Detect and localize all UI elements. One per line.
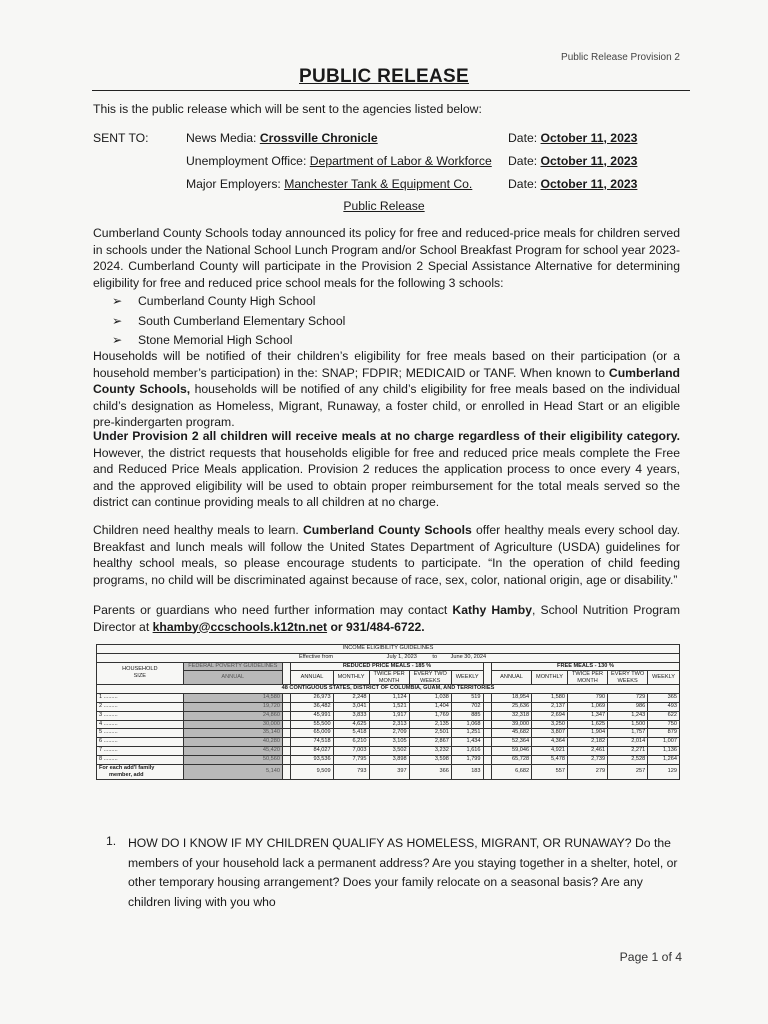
table-cell: 986 — [608, 702, 648, 711]
table-cell: 879 — [648, 729, 680, 738]
spacer-cell — [483, 702, 491, 711]
table-cell: 1,521 — [369, 702, 409, 711]
table-cell: 2,313 — [369, 720, 409, 729]
table-cell: 2,248 — [333, 694, 369, 703]
table-cell: 35,140 — [183, 729, 282, 738]
list-item: ➢ Cumberland County High School — [112, 292, 345, 312]
table-cell: 1,069 — [567, 702, 607, 711]
col-header-every-two: EVERY TWO WEEKS — [608, 671, 648, 685]
table-cell: 4,921 — [532, 746, 568, 755]
table-cell: 1,580 — [532, 694, 568, 703]
household-size-header: HOUSEHOLD SIZE — [97, 662, 184, 685]
table-cell: 885 — [451, 711, 483, 720]
spacer-cell — [282, 720, 290, 729]
table-cell: 5,478 — [532, 755, 568, 764]
table-cell: 2,014 — [608, 738, 648, 747]
spacer-cell — [483, 711, 491, 720]
table-cell: 2,528 — [608, 755, 648, 764]
table-cell: 40,280 — [183, 738, 282, 747]
spacer-cell — [282, 746, 290, 755]
table-cell: 6,682 — [491, 764, 531, 779]
col-header-monthly: MONTHLY — [333, 671, 369, 685]
spacer-cell — [282, 694, 290, 703]
spacer-cell — [483, 694, 491, 703]
table-cell: 3,041 — [333, 702, 369, 711]
table-cell: 18,954 — [491, 694, 531, 703]
table-row — [97, 738, 680, 747]
table-cell: 1,038 — [409, 694, 451, 703]
table-row — [97, 720, 680, 729]
table-cell: 32,318 — [491, 711, 531, 720]
contact-email-link[interactable]: khamby@ccschools.k12tn.net — [152, 619, 328, 634]
table-cell: 1,068 — [451, 720, 483, 729]
table-cell: 2,709 — [369, 729, 409, 738]
table-cell: 2,271 — [608, 746, 648, 755]
table-cell: 14,580 — [183, 694, 282, 703]
table-region-row: 48 CONTIGUOUS STATES, DISTRICT OF COLUMBIA, GUAM, AND TERRITORIES — [97, 685, 680, 694]
table-cell: 59,046 — [491, 746, 531, 755]
table-row — [97, 711, 680, 720]
table-cell: 493 — [648, 702, 680, 711]
table-cell: 2,867 — [409, 738, 451, 747]
table-cell: 702 — [451, 702, 483, 711]
table-cell: 1,124 — [369, 694, 409, 703]
table-cell: 3,598 — [409, 755, 451, 764]
notification-paragraph: Households will be notified of their children’s eligibility for free meals based on their participation (or a household member’s participation) in the: SNAP; FDPIR; MEDICAID or TANF. When known to Cumberland County Schools, households will be notified of any child’s eligibility for free meals based on the individual child’s designation as Homeless, Migrant, Runaway, a foster child, or enrolled in Head Start or an eligible pre-kindergarten program. — [93, 349, 681, 429]
arrow-bullet-icon: ➢ — [112, 313, 123, 328]
sent-to-date-unemployment: Date: October 11, 2023 — [508, 154, 638, 168]
table-cell: 5,418 — [333, 729, 369, 738]
question-number: 1. — [106, 834, 117, 848]
table-cell: 257 — [608, 764, 648, 779]
income-eligibility-table — [96, 644, 680, 780]
col-header-every-two: EVERY TWO WEEKS — [409, 671, 451, 685]
table-cell: 93,536 — [291, 755, 333, 764]
table-cell: 3,105 — [369, 738, 409, 747]
table-cell: 24,860 — [183, 711, 282, 720]
table-cell: 129 — [648, 764, 680, 779]
table-cell: 1 ......... — [97, 694, 184, 703]
table-cell: 1,243 — [608, 711, 648, 720]
table-cell: 8 ......... — [97, 755, 184, 764]
sent-to-date-media: Date: October 11, 2023 — [508, 131, 638, 145]
table-cell: 25,636 — [491, 702, 531, 711]
table-row — [97, 746, 680, 755]
spacer-cell — [483, 738, 491, 747]
sent-to-row-unemployment: Unemployment Office: Department of Labor & Workforce — [186, 154, 492, 168]
table-cell: 7,795 — [333, 755, 369, 764]
arrow-bullet-icon: ➢ — [112, 294, 123, 308]
table-cell: 1,251 — [451, 729, 483, 738]
table-cell: 557 — [532, 764, 568, 779]
table-cell: 622 — [648, 711, 680, 720]
table-cell: 84,027 — [291, 746, 333, 755]
table-cell: 1,757 — [608, 729, 648, 738]
table-cell: 1,434 — [451, 738, 483, 747]
table-cell: 2,135 — [409, 720, 451, 729]
spacer-cell — [282, 755, 290, 764]
sent-to-row-media: News Media: Crossville Chronicle — [186, 131, 378, 145]
table-cell: 3,232 — [409, 746, 451, 755]
policy-paragraph: Cumberland County Schools today announced its policy for free and reduced-price meals for children served in schools under the National School Lunch Program and/or School Breakfast Program for school year 2023-2024. Cumberland County will participate in the Provision 2 Special Assistance Alternative for determining eligibility for free and reduced price school meals for the following 3 schools: — [93, 226, 680, 290]
table-cell: 19,720 — [183, 702, 282, 711]
page-title: PUBLIC RELEASE — [299, 66, 469, 87]
table-cell: 1,904 — [567, 729, 607, 738]
table-cell: 7 ......... — [97, 746, 184, 755]
table-cell: 74,518 — [291, 738, 333, 747]
list-item: ➢ Stone Memorial High School — [112, 331, 345, 351]
table-cell: 1,347 — [567, 711, 607, 720]
table-row — [97, 702, 680, 711]
table-cell: 45,682 — [491, 729, 531, 738]
table-cell: 55,500 — [291, 720, 333, 729]
table-row — [97, 729, 680, 738]
col-header-twice: TWICE PER MONTH — [369, 671, 409, 685]
spacer-cell — [483, 755, 491, 764]
intro-text: This is the public release which will be sent to the agencies listed below: — [93, 102, 482, 116]
table-cell: 1,917 — [369, 711, 409, 720]
table-cell: 50,560 — [183, 755, 282, 764]
table-cell: 7,003 — [333, 746, 369, 755]
table-cell: 30,000 — [183, 720, 282, 729]
col-header-monthly: MONTHLY — [532, 671, 568, 685]
table-cell: 5 ......... — [97, 729, 184, 738]
table-cell: 1,500 — [608, 720, 648, 729]
fpg-header: FEDERAL POVERTY GUIDELINES — [183, 662, 282, 671]
arrow-bullet-icon: ➢ — [112, 333, 123, 347]
fpg-annual-header: ANNUAL — [183, 671, 282, 685]
spacer-cell — [282, 711, 290, 720]
table-cell: 39,000 — [491, 720, 531, 729]
spacer-cell — [483, 729, 491, 738]
spacer-cell — [282, 702, 290, 711]
table-cell: 2,739 — [567, 755, 607, 764]
col-header-twice: TWICE PER MONTH — [567, 671, 607, 685]
sent-to-date-employers: Date: October 11, 2023 — [508, 177, 638, 191]
table-cell: 45,420 — [183, 746, 282, 755]
table-cell: 2,461 — [567, 746, 607, 755]
table-cell: 1,136 — [648, 746, 680, 755]
table-cell: 1,404 — [409, 702, 451, 711]
table-cell: 790 — [567, 694, 607, 703]
reduced-header: REDUCED PRICE MEALS - 185 % — [291, 662, 483, 671]
table-cell: 397 — [369, 764, 409, 779]
table-cell: 6,210 — [333, 738, 369, 747]
table-cell: 1,007 — [648, 738, 680, 747]
col-header-weekly: WEEKLY — [648, 671, 680, 685]
table-cell: 1,625 — [567, 720, 607, 729]
sent-to-row-employers: Major Employers: Manchester Tank & Equipment Co. — [186, 177, 473, 191]
title-divider — [92, 90, 690, 91]
table-cell: 729 — [608, 694, 648, 703]
table-title: INCOME ELIGIBILITY GUIDELINES — [97, 645, 680, 654]
table-cell: 65,728 — [491, 755, 531, 764]
col-header-annual: ANNUAL — [291, 671, 333, 685]
table-cell: 36,482 — [291, 702, 333, 711]
table-cell: 2,182 — [567, 738, 607, 747]
school-list — [112, 292, 345, 351]
table-cell: 26,973 — [291, 694, 333, 703]
table-cell: 52,364 — [491, 738, 531, 747]
table-cell: 1,616 — [451, 746, 483, 755]
table-cell: 2,501 — [409, 729, 451, 738]
table-cell: 4,625 — [333, 720, 369, 729]
table-cell: 793 — [333, 764, 369, 779]
table-cell: 365 — [648, 694, 680, 703]
table-cell: 5,140 — [183, 764, 282, 779]
spacer-cell — [483, 746, 491, 755]
additional-member-label: For each add'l family member, add — [97, 764, 184, 779]
table-cell: 3,833 — [333, 711, 369, 720]
question-text: HOW DO I KNOW IF MY CHILDREN QUALIFY AS HOMELESS, MIGRANT, OR RUNAWAY? Do the members of your household lack a permanent address? Are you staying together in a shelter, hotel, or other temporary housing arrangement? Does your family relocate on a seasonal basis? Are any children living with you who — [128, 836, 678, 909]
table-cell: 45,991 — [291, 711, 333, 720]
table-cell: 4,364 — [532, 738, 568, 747]
table-cell: 6 ......... — [97, 738, 184, 747]
table-cell: 279 — [567, 764, 607, 779]
table-cell: 3,502 — [369, 746, 409, 755]
table-effective-dates: Effective from July 1, 2023 to June 30, 2024 — [97, 653, 680, 662]
contact-phone: 931/484-6722. — [346, 619, 425, 634]
table-cell: 65,009 — [291, 729, 333, 738]
table-cell: 2 ......... — [97, 702, 184, 711]
table-row — [97, 755, 680, 764]
contact-paragraph: Parents or guardians who need further information may contact Kathy Hamby, School Nutrition Program Director at khamby@ccschools.k12tn.net or 931/484-6722. — [93, 603, 680, 634]
spacer-cell — [282, 729, 290, 738]
spacer-cell — [282, 738, 290, 747]
table-cell: 183 — [451, 764, 483, 779]
table-cell: 2,694 — [532, 711, 568, 720]
table-cell: 3,807 — [532, 729, 568, 738]
table-cell: 3,898 — [369, 755, 409, 764]
table-cell: 4 ......... — [97, 720, 184, 729]
public-release-subtitle: Public Release — [343, 199, 425, 213]
provision2-paragraph: Under Provision 2 all children will receive meals at no charge regardless of their eligibility category. However, the district requests that households eligible for free and reduced price meals complete the Free and Reduced Price Meals application. Provision 2 reduces the application process to once every 4 years, and the approved eligibility will be used to obtain proper reimbursement for the total meals served so the district can continue providing meals to all children at no charge. — [93, 429, 680, 509]
spacer-cell — [483, 720, 491, 729]
table-cell: 2,137 — [532, 702, 568, 711]
page-number: Page 1 of 4 — [619, 950, 682, 964]
table-cell: 1,264 — [648, 755, 680, 764]
table-cell: 3,250 — [532, 720, 568, 729]
table-cell: 3 ......... — [97, 711, 184, 720]
table-cell: 519 — [451, 694, 483, 703]
table-row — [97, 694, 680, 703]
table-cell: 750 — [648, 720, 680, 729]
sent-to-label: SENT TO: — [93, 131, 149, 145]
healthy-meals-paragraph: Children need healthy meals to learn. Cumberland County Schools offer healthy meals every school day. Breakfast and lunch meals will follow the United States Department of Agriculture (USDA) guidelines for healthy school meals, so please encourage students to participate. “In the operation of child feeding programs, no child will be discriminated against because of race, sex, color, national origin, age or disability.” — [93, 523, 680, 587]
table-cell: 366 — [409, 764, 451, 779]
table-cell: 9,509 — [291, 764, 333, 779]
header-provision-label: Public Release Provision 2 — [561, 52, 680, 63]
list-item: ➢ South Cumberland Elementary School — [112, 312, 345, 332]
free-header: FREE MEALS - 130 % — [491, 662, 679, 671]
table-cell: 1,769 — [409, 711, 451, 720]
col-header-annual: ANNUAL — [491, 671, 531, 685]
table-cell: 1,799 — [451, 755, 483, 764]
col-header-weekly: WEEKLY — [451, 671, 483, 685]
